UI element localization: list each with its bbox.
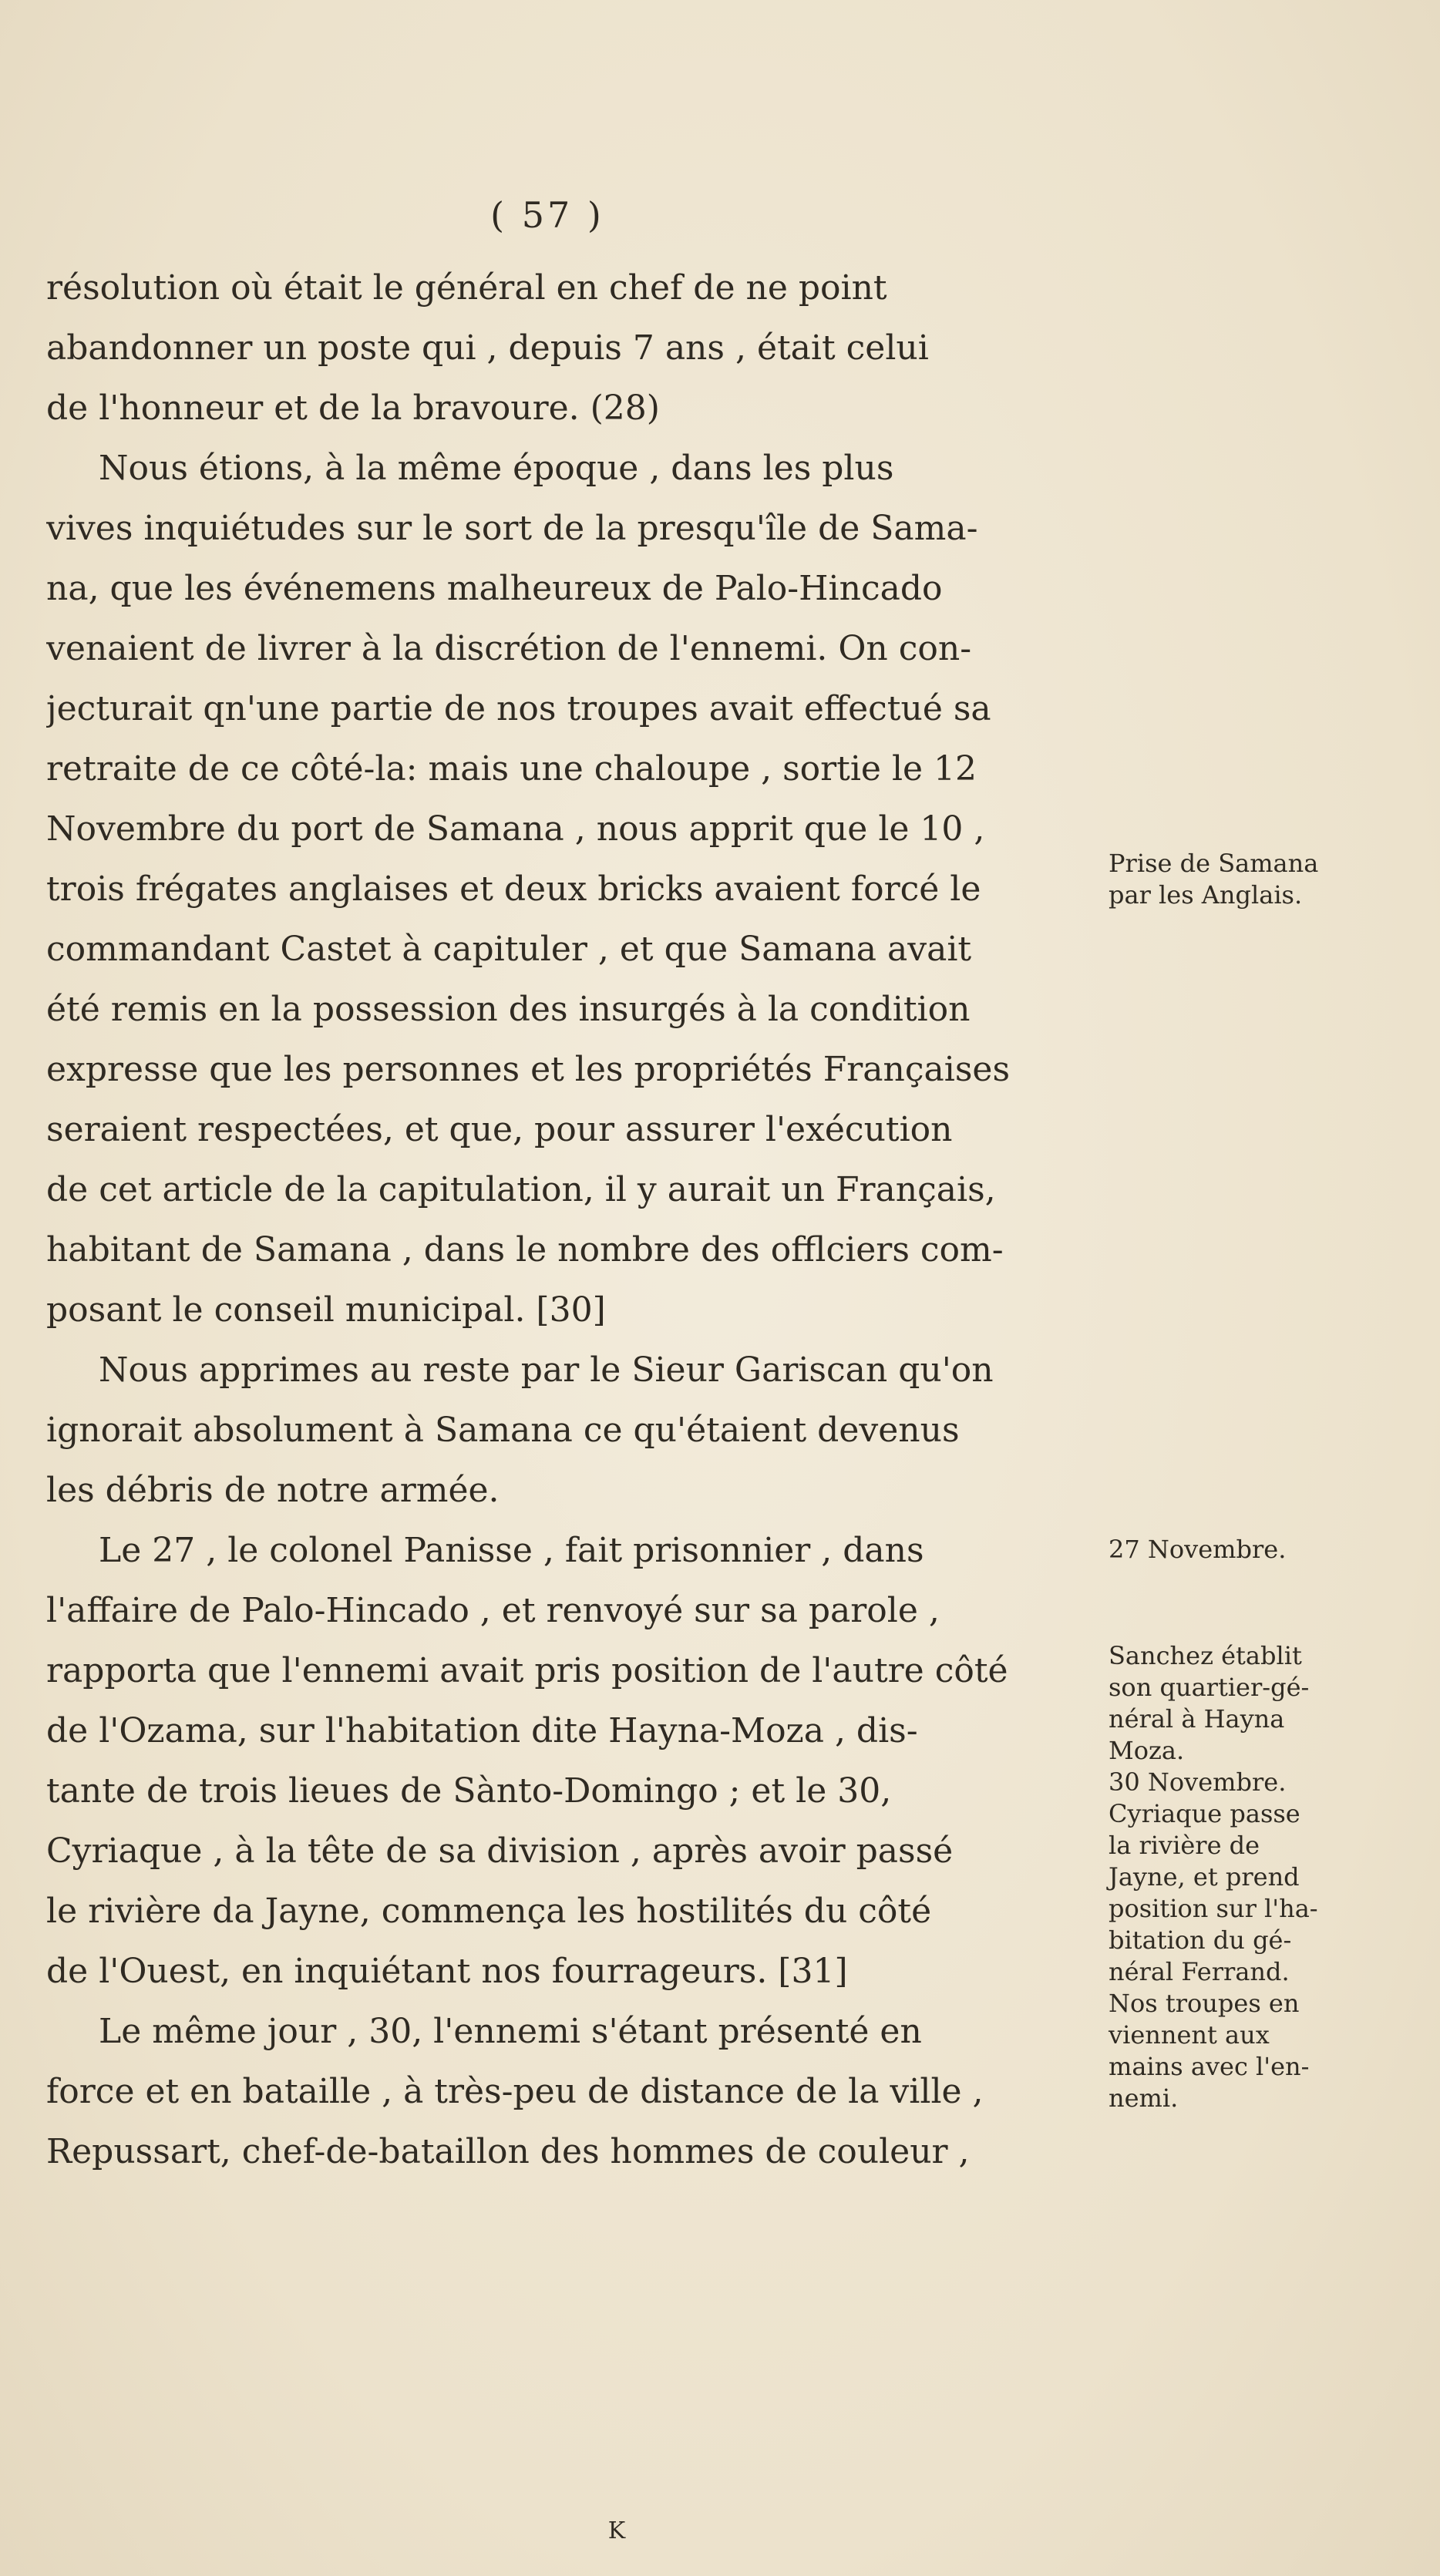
text-line: force et en bataille , à très-peu de distance de la ville , bbox=[46, 2072, 984, 2111]
text-line: jecturait qn'une partie de nos troupes avait effectué sa bbox=[46, 689, 991, 728]
text-line: de cet article de la capitulation, il y aurait un Français, bbox=[46, 1170, 996, 1209]
text-line: les débris de notre armée. bbox=[46, 1471, 500, 1510]
margin-note-27-november: 27 Novembre. bbox=[1109, 1535, 1287, 1564]
paragraph-start: Nous apprimes au reste par le Sieur Gariscan qu'on bbox=[99, 1350, 994, 1390]
text-line: rapporta que l'ennemi avait pris position de l'autre côté bbox=[46, 1651, 1008, 1690]
text-line: abandonner un poste qui , depuis 7 ans , était celui bbox=[46, 328, 929, 368]
text-line: posant le conseil municipal. [30] bbox=[46, 1290, 606, 1330]
text-line: l'affaire de Palo-Hincado , et renvoyé sur sa parole , bbox=[46, 1591, 940, 1630]
text-line: seraient respectées, et que, pour assurer l'exécution bbox=[46, 1110, 953, 1149]
margin-note-samana: Prise de Samana par les Anglais. bbox=[1109, 849, 1319, 910]
text-line: Cyriaque , à la tête de sa division , après avoir passé bbox=[46, 1831, 954, 1871]
text-line: ignorait absolument à Samana ce qu'étaient devenus bbox=[46, 1411, 960, 1450]
text-line: commandant Castet à capituler , et que Samana avait bbox=[46, 930, 972, 969]
text-line: na, que les événemens malheureux de Palo-Hincado bbox=[46, 569, 943, 608]
text-line: de l'Ouest, en inquiétant nos fourrageurs. [31] bbox=[46, 1952, 848, 1991]
paragraph-start: Le même jour , 30, l'ennemi s'étant présenté en bbox=[99, 2012, 922, 2051]
text-line: expresse que les personnes et les propriétés Françaises bbox=[46, 1050, 1011, 1089]
page-number: ( 57 ) bbox=[490, 194, 604, 236]
text-line: été remis en la possession des insurgés à la condition bbox=[46, 990, 971, 1029]
text-line: Novembre du port de Samana , nous apprit que le 10 , bbox=[46, 809, 985, 849]
text-line: retraite de ce côté-la: mais une chaloupe , sortie le 12 bbox=[46, 749, 977, 789]
text-line: résolution où était le général en chef de ne point bbox=[46, 268, 887, 308]
text-line: Repussart, chef-de-bataillon des hommes de couleur , bbox=[46, 2132, 970, 2171]
text-line: tante de trois lieues de Sànto-Domingo ; et le 30, bbox=[46, 1771, 892, 1811]
text-line: trois frégates anglaises et deux bricks avaient forcé le bbox=[46, 869, 981, 909]
paragraph-start: Nous étions, à la même époque , dans les plus bbox=[99, 449, 894, 488]
main-text bbox=[46, 258, 1079, 2182]
text-line: le rivière da Jayne, commença les hostilités du côté bbox=[46, 1892, 932, 1931]
text-line: venaient de livrer à la discrétion de l'ennemi. On con- bbox=[46, 629, 972, 668]
signature-mark: K bbox=[607, 2517, 626, 2544]
margin-note-sanchez: Sanchez établit son quartier-gé- néral à Hayna Moza. 30 Novembre. Cyriaque passe la rivière de Jayne, et prend position sur l'ha- bitation du gé- néral Ferrand. Nos troupes en viennent aux mains avec l'en- nemi. bbox=[1109, 1641, 1318, 2113]
paragraph-start: Le 27 , le colonel Panisse , fait prisonnier , dans bbox=[99, 1531, 924, 1570]
text-line: de l'honneur et de la bravoure. (28) bbox=[46, 388, 660, 428]
text-line: vives inquiétudes sur le sort de la presqu'île de Sama- bbox=[46, 509, 978, 548]
text-line: habitant de Samana , dans le nombre des offlciers com- bbox=[46, 1230, 1004, 1270]
text-line: de l'Ozama, sur l'habitation dite Hayna-Moza , dis- bbox=[46, 1711, 918, 1750]
